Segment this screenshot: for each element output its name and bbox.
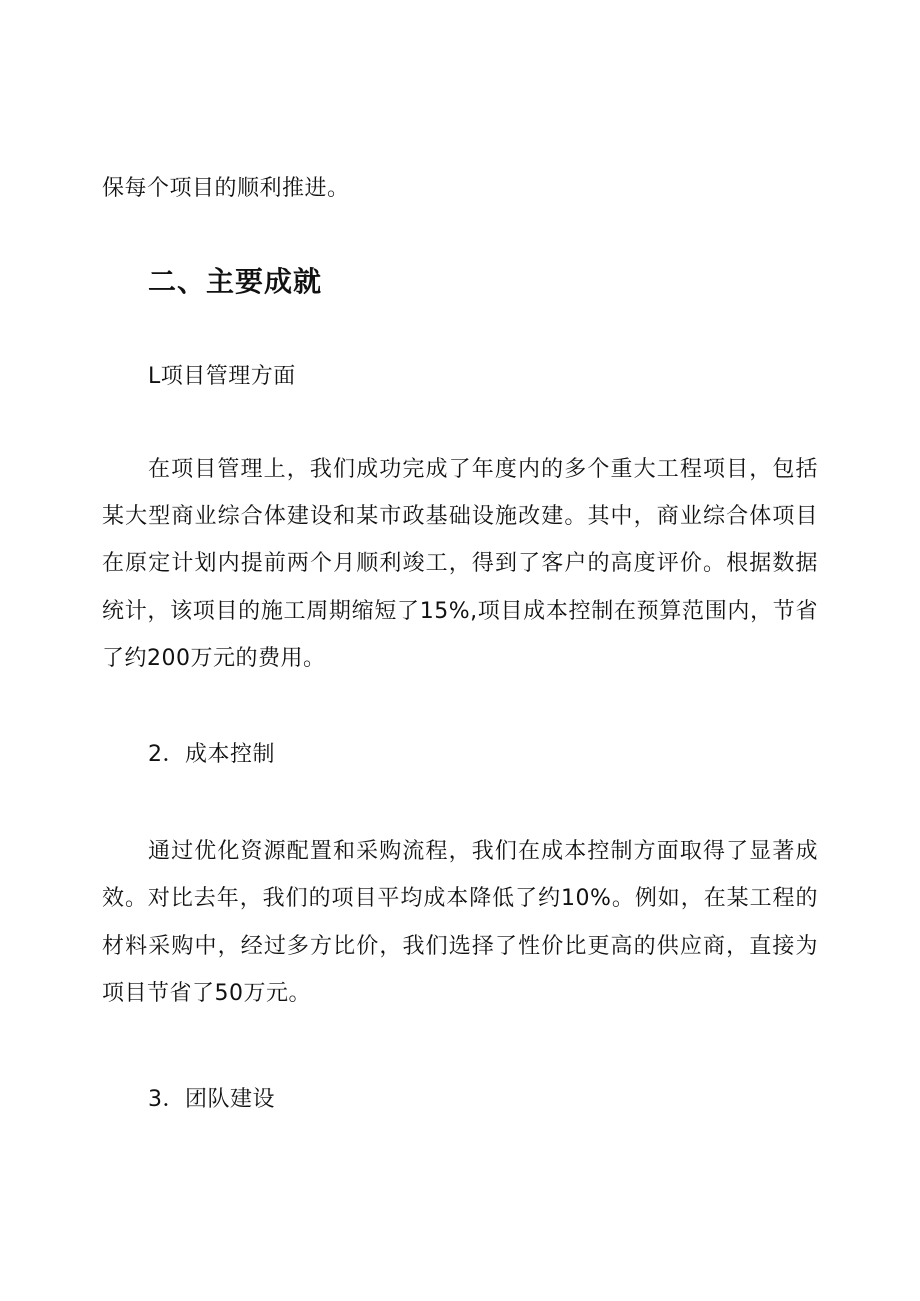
paragraph-line: 项目节省了50万元。 bbox=[102, 981, 311, 1006]
paragraph-line: 某大型商业综合体建设和某市政基础设施改建。其中，商业综合体项目 bbox=[102, 504, 818, 529]
section-heading: 二、主要成就 bbox=[148, 265, 323, 298]
paragraph-line: 了约200万元的费用。 bbox=[102, 646, 326, 671]
paragraph-line: 在项目管理上，我们成功完成了年度内的多个重大工程项目，包括 bbox=[148, 457, 818, 482]
subsection-title-team-building: 3．团队建设 bbox=[148, 1087, 275, 1112]
subsection-title-project-management: L项目管理方面 bbox=[148, 364, 296, 389]
paragraph-line: 在原定计划内提前两个月顺利竣工，得到了客户的高度评价。根据数据 bbox=[102, 551, 818, 576]
subsection-title-cost-control: 2．成本控制 bbox=[148, 742, 275, 767]
paragraph-line: 材料采购中，经过多方比价，我们选择了性价比更高的供应商，直接为 bbox=[102, 934, 818, 959]
paragraph-line: 通过优化资源配置和采购流程，我们在成本控制方面取得了显著成 bbox=[148, 839, 818, 864]
paragraph-line: 效。对比去年，我们的项目平均成本降低了约10%。例如，在某工程的 bbox=[102, 886, 818, 911]
continuation-paragraph: 保每个项目的顺利推进。 bbox=[102, 176, 350, 201]
paragraph-line: 统计，该项目的施工周期缩短了15%,项目成本控制在预算范围内，节省 bbox=[102, 599, 818, 624]
